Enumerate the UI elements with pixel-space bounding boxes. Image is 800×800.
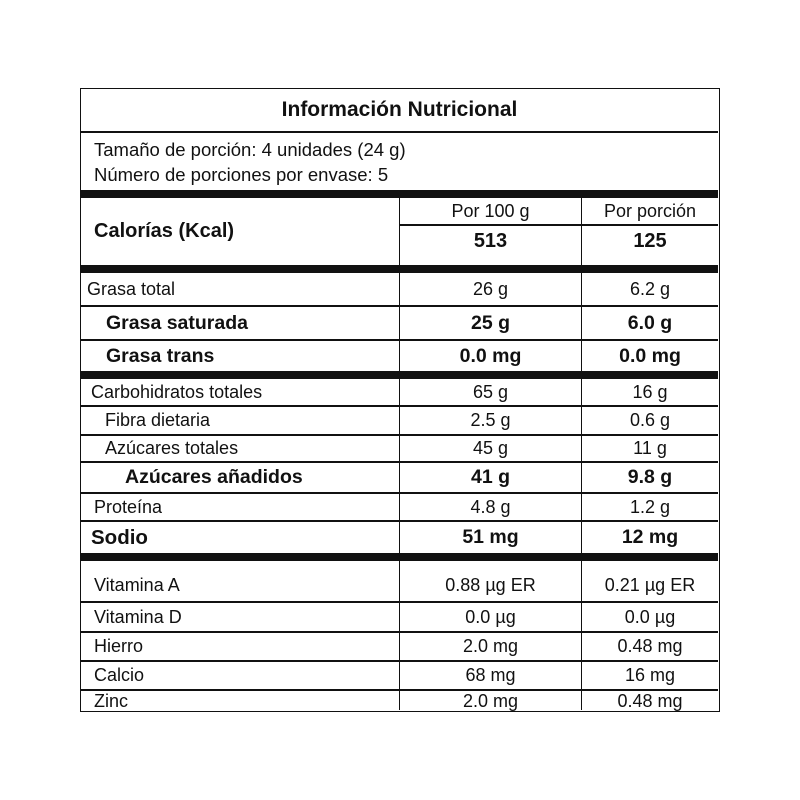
micronutrient-name: Vitamina A: [94, 574, 180, 595]
thick-divider: [81, 190, 718, 198]
nutrient-per100: 41 g: [399, 463, 581, 492]
thick-divider: [81, 265, 718, 273]
calories-perportion-value: 125: [633, 230, 667, 252]
nutrient-name: Grasa trans: [106, 344, 215, 367]
nutrient-name: Sodio: [91, 525, 148, 549]
nutrient-name: Carbohidratos totales: [91, 381, 263, 402]
micronutrient-perportion: 0.48 mg: [581, 691, 718, 710]
micronutrient-perportion: 0.48 mg: [581, 633, 718, 660]
column-line: [399, 561, 581, 569]
micronutrient-perportion: 16 mg: [581, 662, 718, 689]
nutrient-per100: 2.5 g: [399, 407, 581, 434]
calories-block: [81, 198, 718, 265]
micronutrient-row: [81, 691, 718, 710]
nutrient-perportion: 6.2 g: [581, 273, 718, 305]
perportion-header: Por porción: [603, 200, 697, 221]
calories-per100-column: [399, 198, 581, 265]
label-title: Información Nutricional: [281, 98, 518, 121]
thick-divider: [81, 553, 718, 561]
micronutrient-row: [81, 569, 718, 601]
nutrient-per100: 25 g: [399, 307, 581, 339]
micronutrient-row: [81, 662, 718, 689]
nutrient-perportion: 12 mg: [581, 522, 718, 553]
nutrient-row: [81, 522, 718, 553]
nutrition-facts-label: [80, 88, 720, 712]
micronutrient-per100: 2.0 mg: [399, 691, 581, 710]
nutrient-row: [81, 407, 718, 434]
nutrient-name: Azúcares totales: [105, 438, 239, 458]
calories-per100-value: 513: [473, 230, 508, 252]
nutrient-row: [81, 463, 718, 492]
nutrient-per100: 51 mg: [399, 522, 581, 553]
nutrient-row: [81, 307, 718, 339]
serving-info: [94, 137, 406, 187]
nutrient-per100: 0.0 mg: [399, 341, 581, 371]
micronutrient-per100: 68 mg: [399, 662, 581, 689]
micronutrient-per100: 2.0 mg: [399, 633, 581, 660]
nutrient-name: Grasa total: [87, 278, 176, 299]
calories-perportion-column: [581, 198, 718, 265]
divider: [81, 131, 718, 133]
micronutrient-per100: 0.88 µg ER: [399, 569, 581, 601]
nutrient-per100: 45 g: [399, 436, 581, 461]
nutrient-row: [81, 273, 718, 305]
micronutrient-row: [81, 633, 718, 660]
nutrient-per100: 4.8 g: [399, 494, 581, 520]
serving-size: Tamaño de porción: 4 unidades (24 g): [94, 139, 406, 160]
nutrient-perportion: 0.6 g: [581, 407, 718, 434]
micronutrient-name: Hierro: [94, 636, 144, 656]
nutrient-perportion: 0.0 mg: [581, 341, 718, 371]
micronutrient-name: Calcio: [94, 665, 145, 685]
micronutrient-name: Vitamina D: [94, 606, 182, 627]
nutrient-perportion: 11 g: [581, 436, 718, 461]
nutrient-name: Fibra dietaria: [105, 410, 211, 430]
micronutrient-per100: 0.0 µg: [399, 603, 581, 631]
nutrient-row: [81, 379, 718, 405]
thick-divider: [81, 371, 718, 379]
per100-header: Por 100 g: [451, 200, 530, 221]
nutrient-row: [81, 341, 718, 371]
micronutrient-perportion: 0.21 µg ER: [581, 569, 718, 601]
micronutrient-name: Zinc: [94, 691, 129, 711]
micronutrient-perportion: 0.0 µg: [581, 603, 718, 631]
nutrient-per100: 65 g: [399, 379, 581, 405]
calories-label: Calorías (Kcal): [94, 220, 235, 242]
nutrient-perportion: 1.2 g: [581, 494, 718, 520]
servings-per-container: Número de porciones por envase: 5: [94, 164, 389, 185]
nutrient-perportion: 16 g: [581, 379, 718, 405]
nutrient-row: [81, 436, 718, 461]
nutrient-row: [81, 494, 718, 520]
nutrient-name: Proteína: [94, 496, 163, 517]
nutrient-name: Azúcares añadidos: [125, 466, 303, 488]
spacer: [81, 561, 718, 569]
nutrient-per100: 26 g: [399, 273, 581, 305]
nutrient-perportion: 6.0 g: [581, 307, 718, 339]
micronutrient-row: [81, 603, 718, 631]
nutrient-perportion: 9.8 g: [581, 463, 718, 492]
column-line: [581, 561, 718, 569]
nutrient-name: Grasa saturada: [106, 311, 248, 334]
